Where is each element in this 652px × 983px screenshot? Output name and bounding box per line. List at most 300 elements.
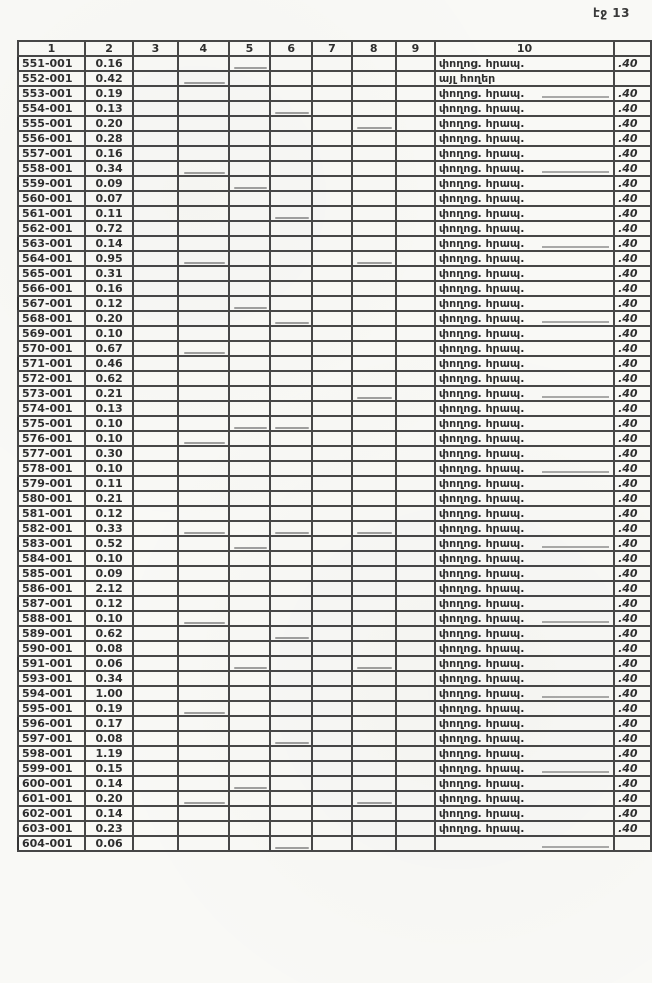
empty-cell	[178, 206, 229, 221]
parcel-id-cell: 553-001	[18, 86, 85, 101]
empty-cell	[133, 341, 177, 356]
area-value-cell: 0.13	[85, 401, 133, 416]
parcel-id-cell: 564-001	[18, 251, 85, 266]
area-value-cell: 0.34	[85, 161, 133, 176]
empty-cell	[312, 686, 351, 701]
empty-cell	[229, 236, 270, 251]
empty-cell	[312, 716, 351, 731]
empty-cell	[396, 251, 435, 266]
table-row	[18, 296, 651, 311]
margin-note: .40	[614, 821, 651, 836]
land-use-cell: փողոց. հրապ.	[435, 716, 614, 731]
margin-note: .40	[614, 716, 651, 731]
empty-cell	[312, 86, 351, 101]
table-row	[18, 251, 651, 266]
empty-cell	[133, 176, 177, 191]
empty-cell	[229, 416, 270, 431]
area-value-cell: 1.00	[85, 686, 133, 701]
margin-note: .40	[614, 566, 651, 581]
table-row	[18, 236, 651, 251]
empty-cell	[178, 86, 229, 101]
margin-note: .40	[614, 311, 651, 326]
empty-cell	[133, 731, 177, 746]
margin-note: .40	[614, 746, 651, 761]
empty-cell	[312, 356, 351, 371]
empty-cell	[178, 356, 229, 371]
parcel-id-cell: 576-001	[18, 431, 85, 446]
parcel-id-cell: 568-001	[18, 311, 85, 326]
margin-note: .40	[614, 776, 651, 791]
table-row	[18, 86, 651, 101]
empty-cell	[352, 416, 396, 431]
empty-cell	[178, 281, 229, 296]
table-row	[18, 506, 651, 521]
empty-cell	[312, 281, 351, 296]
empty-cell	[396, 776, 435, 791]
empty-cell	[312, 821, 351, 836]
margin-note: .40	[614, 221, 651, 236]
parcel-id-cell: 577-001	[18, 446, 85, 461]
land-use-cell: փողոց. հրապ.	[435, 221, 614, 236]
land-use-cell: փողոց. հրապ.	[435, 431, 614, 446]
parcel-id-cell: 557-001	[18, 146, 85, 161]
empty-cell	[396, 116, 435, 131]
empty-cell	[352, 641, 396, 656]
table-row	[18, 461, 651, 476]
empty-cell	[312, 761, 351, 776]
land-use-cell: փողոց. հրապ.	[435, 746, 614, 761]
empty-cell	[352, 386, 396, 401]
area-value-cell: 0.20	[85, 116, 133, 131]
margin-note: .40	[614, 86, 651, 101]
empty-cell	[270, 236, 313, 251]
table-row	[18, 716, 651, 731]
margin-note: .40	[614, 146, 651, 161]
empty-cell	[396, 626, 435, 641]
empty-cell	[229, 326, 270, 341]
empty-cell	[352, 776, 396, 791]
empty-cell	[270, 86, 313, 101]
table-row	[18, 191, 651, 206]
empty-cell	[229, 776, 270, 791]
empty-cell	[229, 386, 270, 401]
empty-cell	[352, 116, 396, 131]
parcel-id-cell: 569-001	[18, 326, 85, 341]
empty-cell	[178, 791, 229, 806]
column-header: 10	[435, 41, 614, 56]
empty-cell	[396, 491, 435, 506]
area-value-cell: 0.10	[85, 326, 133, 341]
parcel-id-cell: 554-001	[18, 101, 85, 116]
empty-cell	[352, 311, 396, 326]
parcel-id-cell: 559-001	[18, 176, 85, 191]
empty-cell	[178, 401, 229, 416]
empty-cell	[396, 731, 435, 746]
empty-cell	[133, 221, 177, 236]
empty-cell	[229, 266, 270, 281]
empty-cell	[178, 626, 229, 641]
empty-cell	[312, 266, 351, 281]
land-use-cell: փողոց. հրապ.	[435, 506, 614, 521]
land-use-cell: փողոց. հրապ.	[435, 581, 614, 596]
empty-cell	[229, 596, 270, 611]
empty-cell	[352, 731, 396, 746]
margin-note: .40	[614, 416, 651, 431]
parcel-id-cell: 602-001	[18, 806, 85, 821]
land-use-cell: փողոց. հրապ.	[435, 326, 614, 341]
empty-cell	[178, 506, 229, 521]
area-value-cell: 0.14	[85, 236, 133, 251]
parcel-id-cell: 596-001	[18, 716, 85, 731]
land-use-cell: փողոց. հրապ.	[435, 611, 614, 626]
empty-cell	[178, 146, 229, 161]
land-use-cell: այլ հողեր	[435, 71, 614, 86]
empty-cell	[229, 656, 270, 671]
margin-note: .40	[614, 551, 651, 566]
land-use-cell: փողոց. հրապ.	[435, 806, 614, 821]
land-use-cell: փողոց. հրապ.	[435, 386, 614, 401]
area-value-cell: 0.08	[85, 731, 133, 746]
area-value-cell: 2.12	[85, 581, 133, 596]
empty-cell	[352, 716, 396, 731]
empty-cell	[396, 671, 435, 686]
area-value-cell: 0.52	[85, 536, 133, 551]
area-value-cell: 0.07	[85, 191, 133, 206]
empty-cell	[352, 746, 396, 761]
land-use-cell: փողոց. հրապ.	[435, 551, 614, 566]
margin-note: .40	[614, 596, 651, 611]
empty-cell	[312, 701, 351, 716]
table-row	[18, 671, 651, 686]
empty-cell	[270, 671, 313, 686]
land-use-cell: փողոց. հրապ.	[435, 761, 614, 776]
empty-cell	[312, 191, 351, 206]
empty-cell	[178, 716, 229, 731]
parcel-id-cell: 566-001	[18, 281, 85, 296]
empty-cell	[352, 191, 396, 206]
margin-note: .40	[614, 626, 651, 641]
parcel-id-cell: 587-001	[18, 596, 85, 611]
empty-cell	[352, 596, 396, 611]
empty-cell	[396, 476, 435, 491]
empty-cell	[178, 236, 229, 251]
empty-cell	[352, 56, 396, 71]
empty-cell	[270, 311, 313, 326]
area-value-cell: 0.12	[85, 296, 133, 311]
empty-cell	[396, 341, 435, 356]
parcel-id-cell: 551-001	[18, 56, 85, 71]
empty-cell	[396, 641, 435, 656]
empty-cell	[396, 416, 435, 431]
empty-cell	[312, 611, 351, 626]
table-row	[18, 221, 651, 236]
empty-cell	[396, 191, 435, 206]
table-row	[18, 206, 651, 221]
empty-cell	[396, 356, 435, 371]
empty-cell	[270, 281, 313, 296]
empty-cell	[312, 476, 351, 491]
land-use-cell: փողոց. հրապ.	[435, 356, 614, 371]
empty-cell	[312, 386, 351, 401]
empty-cell	[229, 551, 270, 566]
empty-cell	[270, 386, 313, 401]
column-header: 6	[270, 41, 313, 56]
land-use-cell: փողոց. հրապ.	[435, 491, 614, 506]
empty-cell	[270, 251, 313, 266]
empty-cell	[178, 536, 229, 551]
margin-note: .40	[614, 101, 651, 116]
land-use-cell: փողոց. հրապ.	[435, 131, 614, 146]
empty-cell	[270, 776, 313, 791]
empty-cell	[178, 686, 229, 701]
empty-cell	[229, 836, 270, 851]
empty-cell	[229, 431, 270, 446]
land-use-cell: փողոց. հրապ.	[435, 401, 614, 416]
empty-cell	[396, 521, 435, 536]
empty-cell	[229, 506, 270, 521]
empty-cell	[352, 506, 396, 521]
empty-cell	[178, 566, 229, 581]
land-use-cell: փողոց. հրապ.	[435, 341, 614, 356]
empty-cell	[229, 161, 270, 176]
margin-note: .40	[614, 326, 651, 341]
land-use-cell: փողոց. հրապ.	[435, 686, 614, 701]
empty-cell	[229, 311, 270, 326]
parcel-id-cell: 556-001	[18, 131, 85, 146]
area-value-cell: 0.08	[85, 641, 133, 656]
empty-cell	[352, 536, 396, 551]
land-use-cell: փողոց. հրապ.	[435, 266, 614, 281]
empty-cell	[352, 611, 396, 626]
empty-cell	[133, 311, 177, 326]
land-use-cell: փողոց. հրապ.	[435, 251, 614, 266]
empty-cell	[178, 311, 229, 326]
empty-cell	[133, 56, 177, 71]
land-use-cell: փողոց. հրապ.	[435, 191, 614, 206]
area-value-cell: 0.62	[85, 626, 133, 641]
empty-cell	[133, 806, 177, 821]
empty-cell	[178, 101, 229, 116]
empty-cell	[133, 551, 177, 566]
area-value-cell: 0.28	[85, 131, 133, 146]
empty-cell	[396, 161, 435, 176]
empty-cell	[178, 251, 229, 266]
empty-cell	[133, 161, 177, 176]
empty-cell	[352, 281, 396, 296]
margin-note: .40	[614, 206, 651, 221]
empty-cell	[352, 821, 396, 836]
empty-cell	[396, 701, 435, 716]
empty-cell	[133, 536, 177, 551]
empty-cell	[229, 536, 270, 551]
area-value-cell: 0.34	[85, 671, 133, 686]
empty-cell	[178, 71, 229, 86]
empty-cell	[312, 101, 351, 116]
empty-cell	[178, 731, 229, 746]
area-value-cell: 0.12	[85, 506, 133, 521]
parcel-id-cell: 590-001	[18, 641, 85, 656]
column-header: 2	[85, 41, 133, 56]
empty-cell	[396, 56, 435, 71]
table-row	[18, 476, 651, 491]
empty-cell	[270, 641, 313, 656]
area-value-cell: 0.10	[85, 611, 133, 626]
empty-cell	[178, 431, 229, 446]
empty-cell	[270, 746, 313, 761]
land-use-cell: փողոց. հրապ.	[435, 536, 614, 551]
land-use-cell: փողոց. հրապ.	[435, 566, 614, 581]
table-row	[18, 686, 651, 701]
table-row	[18, 56, 651, 71]
margin-note: .40	[614, 356, 651, 371]
table-row	[18, 416, 651, 431]
empty-cell	[229, 761, 270, 776]
margin-note: .40	[614, 191, 651, 206]
parcel-id-cell: 604-001	[18, 836, 85, 851]
empty-cell	[352, 446, 396, 461]
empty-cell	[178, 761, 229, 776]
parcel-id-cell: 595-001	[18, 701, 85, 716]
empty-cell	[133, 716, 177, 731]
empty-cell	[133, 251, 177, 266]
empty-cell	[312, 461, 351, 476]
parcel-id-cell: 589-001	[18, 626, 85, 641]
empty-cell	[270, 116, 313, 131]
empty-cell	[229, 476, 270, 491]
empty-cell	[178, 161, 229, 176]
parcel-id-cell: 561-001	[18, 206, 85, 221]
empty-cell	[312, 296, 351, 311]
table-row	[18, 356, 651, 371]
empty-cell	[396, 281, 435, 296]
empty-cell	[270, 791, 313, 806]
empty-cell	[396, 146, 435, 161]
empty-cell	[133, 326, 177, 341]
empty-cell	[229, 701, 270, 716]
area-value-cell: 0.20	[85, 311, 133, 326]
column-header: 3	[133, 41, 177, 56]
empty-cell	[312, 236, 351, 251]
empty-cell	[312, 446, 351, 461]
table-row	[18, 341, 651, 356]
area-value-cell: 0.21	[85, 386, 133, 401]
empty-cell	[178, 461, 229, 476]
table-row	[18, 401, 651, 416]
empty-cell	[270, 371, 313, 386]
margin-note: .40	[614, 386, 651, 401]
margin-note: .40	[614, 686, 651, 701]
empty-cell	[396, 401, 435, 416]
empty-cell	[133, 236, 177, 251]
table-row	[18, 731, 651, 746]
land-use-cell: փողոց. հրապ.	[435, 821, 614, 836]
parcel-id-cell: 580-001	[18, 491, 85, 506]
empty-cell	[133, 206, 177, 221]
empty-cell	[352, 341, 396, 356]
empty-cell	[312, 551, 351, 566]
empty-cell	[396, 611, 435, 626]
empty-cell	[312, 656, 351, 671]
margin-note: .40	[614, 806, 651, 821]
empty-cell	[396, 371, 435, 386]
table-row	[18, 836, 651, 851]
empty-cell	[133, 566, 177, 581]
table-row	[18, 701, 651, 716]
empty-cell	[178, 491, 229, 506]
empty-cell	[352, 521, 396, 536]
empty-cell	[133, 71, 177, 86]
area-value-cell: 0.33	[85, 521, 133, 536]
area-value-cell: 0.95	[85, 251, 133, 266]
area-value-cell: 0.13	[85, 101, 133, 116]
margin-note: .40	[614, 491, 651, 506]
empty-cell	[270, 341, 313, 356]
empty-cell	[133, 131, 177, 146]
empty-cell	[396, 446, 435, 461]
area-value-cell: 0.62	[85, 371, 133, 386]
land-use-cell: փողոց. հրապ.	[435, 461, 614, 476]
empty-cell	[133, 446, 177, 461]
empty-cell	[178, 326, 229, 341]
empty-cell	[396, 131, 435, 146]
area-value-cell: 0.10	[85, 431, 133, 446]
empty-cell	[396, 461, 435, 476]
empty-cell	[270, 626, 313, 641]
empty-cell	[178, 746, 229, 761]
empty-cell	[178, 116, 229, 131]
table-row	[18, 491, 651, 506]
parcel-id-cell: 575-001	[18, 416, 85, 431]
area-value-cell: 0.14	[85, 776, 133, 791]
column-header: 7	[312, 41, 351, 56]
empty-cell	[178, 386, 229, 401]
empty-cell	[229, 716, 270, 731]
margin-note: .40	[614, 731, 651, 746]
empty-cell	[133, 386, 177, 401]
page-number-label: էջ 13	[592, 6, 630, 20]
empty-cell	[352, 221, 396, 236]
land-use-cell: փողոց. հրապ.	[435, 116, 614, 131]
empty-cell	[396, 746, 435, 761]
empty-cell	[270, 326, 313, 341]
empty-cell	[178, 836, 229, 851]
area-value-cell: 0.10	[85, 461, 133, 476]
parcel-id-cell: 599-001	[18, 761, 85, 776]
land-use-cell: փողոց. հրապ.	[435, 446, 614, 461]
land-use-cell: փողոց. հրապ.	[435, 281, 614, 296]
empty-cell	[229, 686, 270, 701]
empty-cell	[229, 461, 270, 476]
area-value-cell: 0.11	[85, 476, 133, 491]
empty-cell	[270, 716, 313, 731]
empty-cell	[270, 731, 313, 746]
margin-note: .40	[614, 116, 651, 131]
empty-cell	[312, 731, 351, 746]
land-use-cell: փողոց. հրապ.	[435, 476, 614, 491]
area-value-cell: 0.21	[85, 491, 133, 506]
parcel-id-cell: 567-001	[18, 296, 85, 311]
empty-cell	[133, 491, 177, 506]
empty-cell	[178, 596, 229, 611]
empty-cell	[352, 551, 396, 566]
margin-note: .40	[614, 791, 651, 806]
table-row	[18, 326, 651, 341]
empty-cell	[133, 116, 177, 131]
empty-cell	[178, 476, 229, 491]
empty-cell	[312, 251, 351, 266]
empty-cell	[396, 761, 435, 776]
area-value-cell: 0.19	[85, 701, 133, 716]
